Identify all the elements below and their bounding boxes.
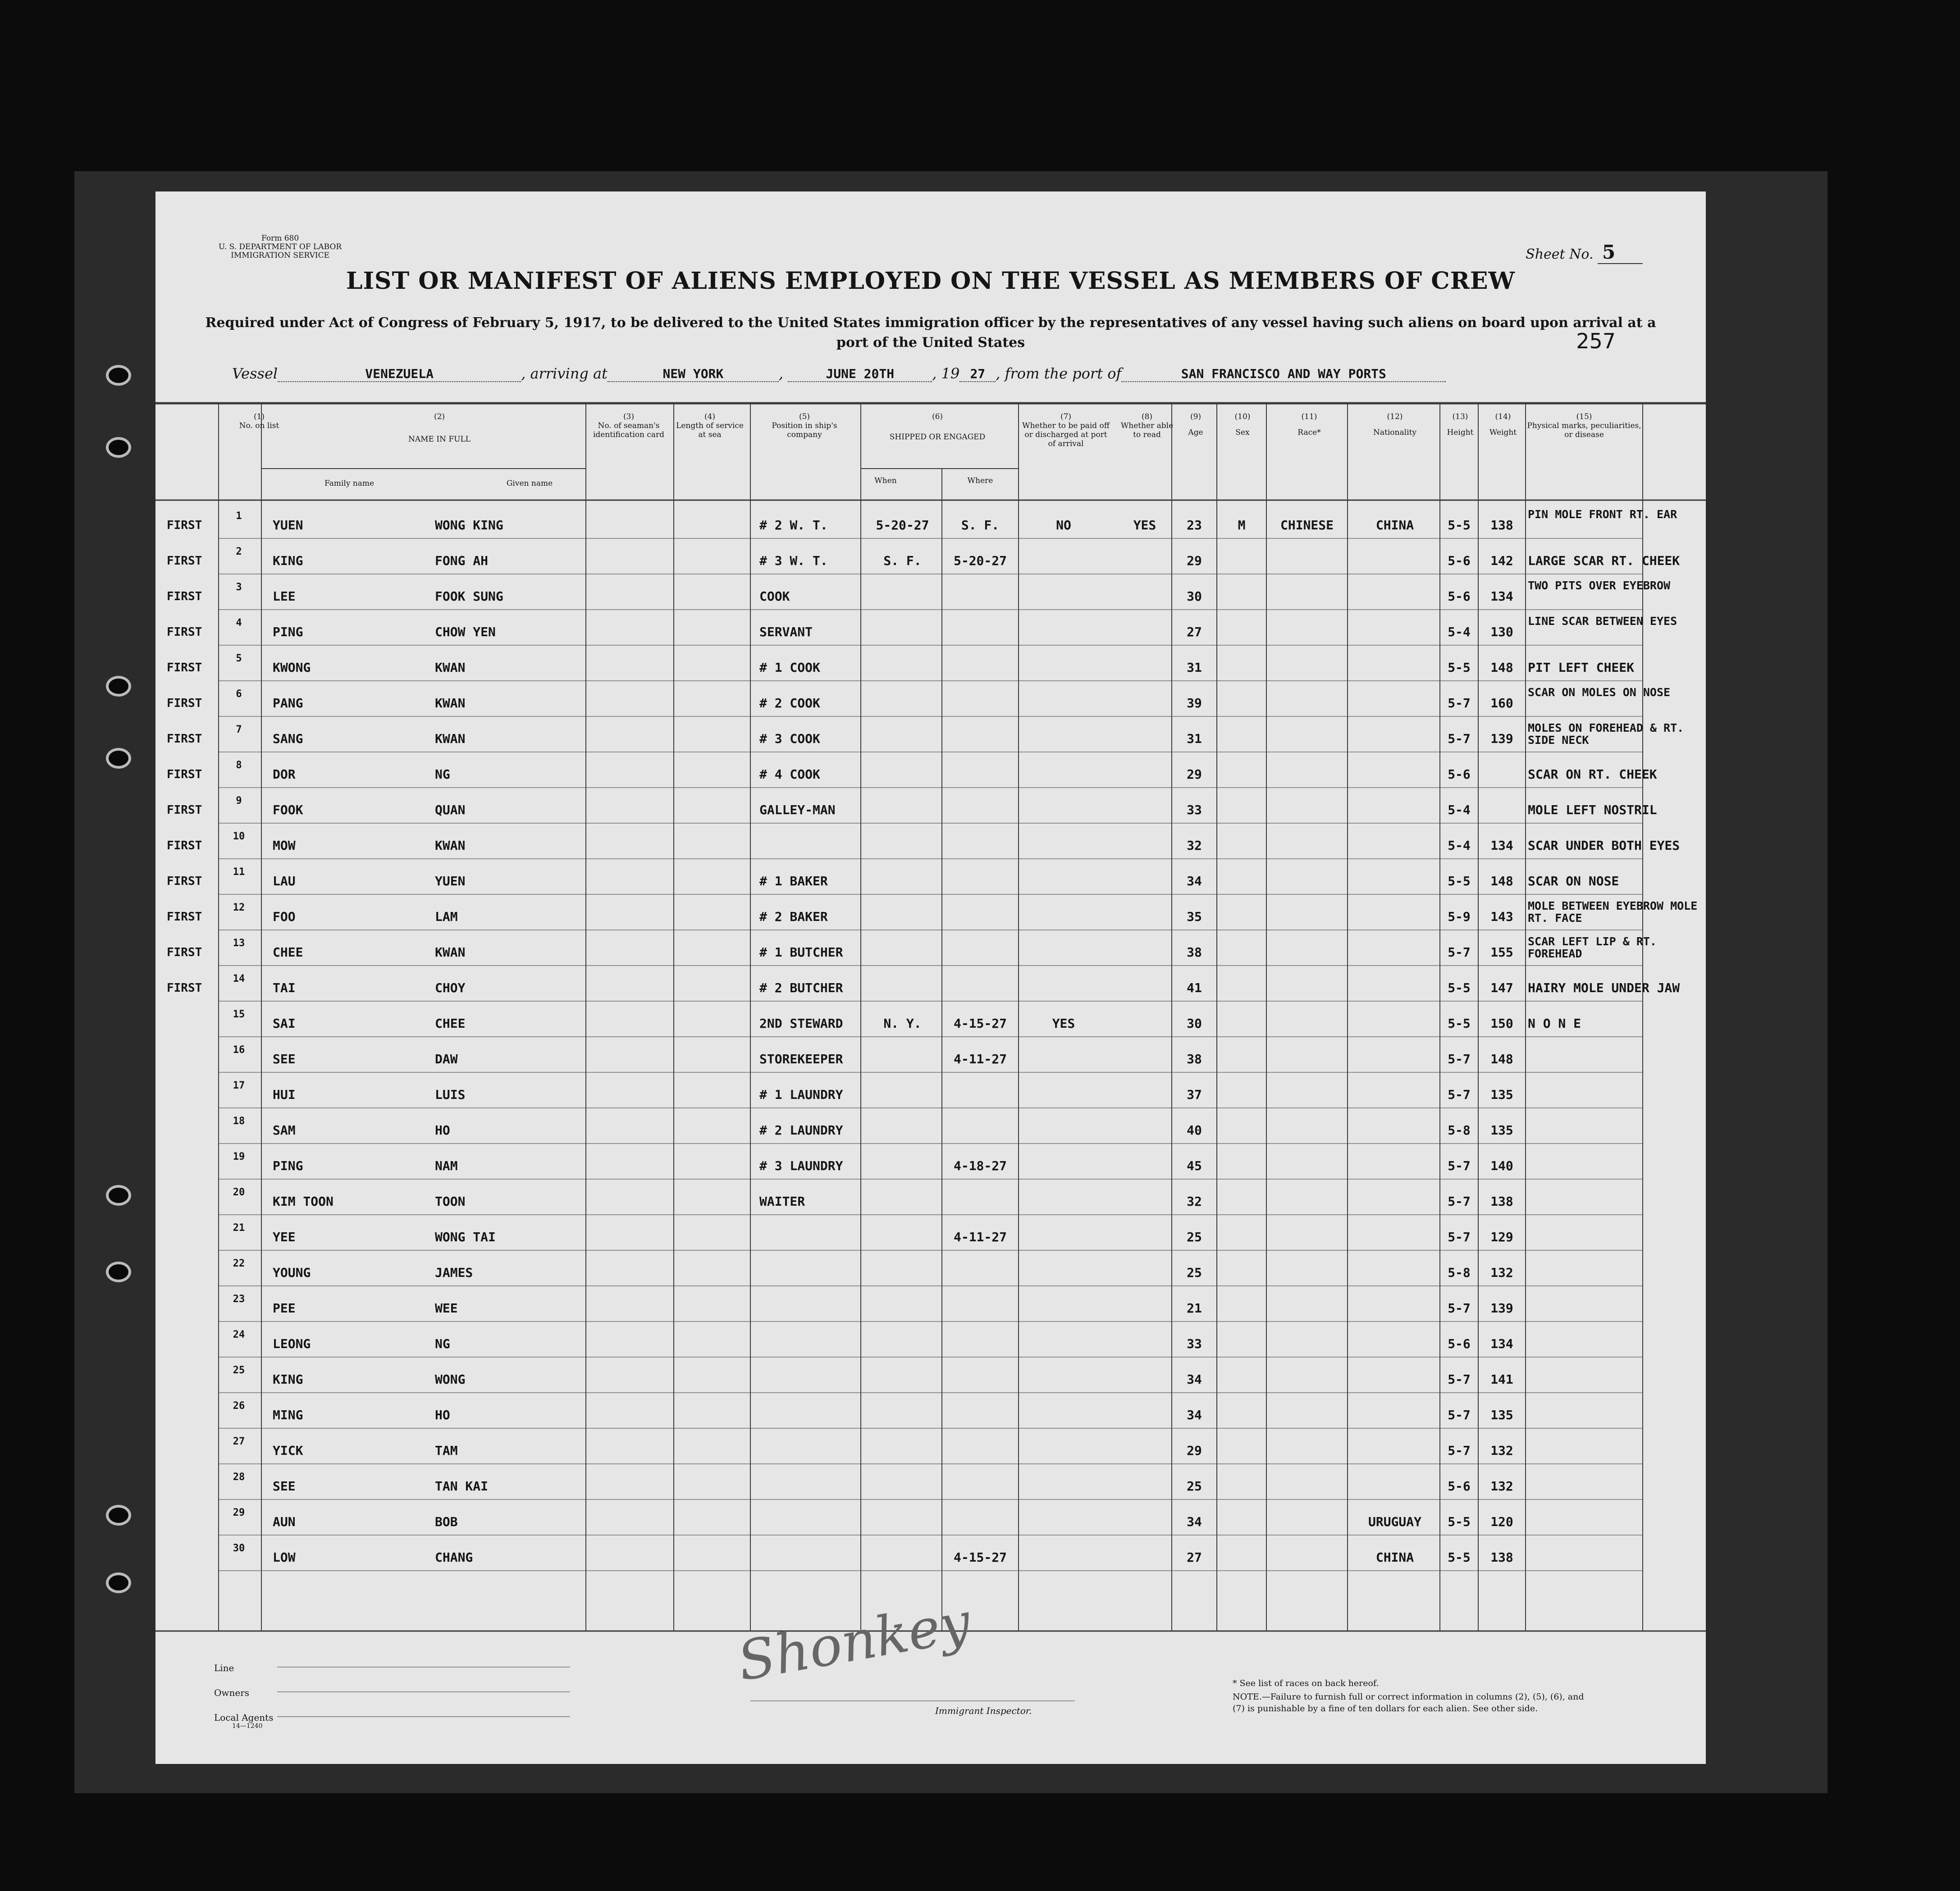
from-label: , from the port of: [996, 365, 1122, 382]
weight: 160: [1490, 696, 1513, 711]
arriving-label: , arriving at: [521, 365, 608, 382]
form-number: Form 680: [261, 234, 299, 243]
age: 25: [1187, 1265, 1202, 1280]
weight: 132: [1490, 1265, 1513, 1280]
age: 37: [1187, 1087, 1202, 1102]
family-name: SAI: [273, 1016, 296, 1031]
margin-note: FIRST: [167, 661, 202, 674]
weight: 142: [1490, 553, 1513, 568]
given-name: JAMES: [435, 1265, 473, 1280]
binder-hole: [106, 1505, 131, 1526]
arrival-date: JUNE 20TH: [788, 366, 932, 382]
col9-header: (9) Age: [1188, 412, 1203, 437]
col8-header: (8) Whether able to read: [1120, 412, 1174, 439]
age: 34: [1187, 1408, 1202, 1422]
age: 45: [1187, 1158, 1202, 1173]
family-name: PING: [273, 1158, 303, 1173]
col13-header: (13) Height: [1447, 412, 1474, 437]
vessel-name: VENEZUELA: [278, 366, 521, 382]
position: # 1 BAKER: [759, 874, 828, 889]
height: 5-7: [1448, 731, 1471, 746]
position: COOK: [759, 589, 790, 604]
position: 2ND STEWARD: [759, 1016, 843, 1031]
weight: 140: [1490, 1158, 1513, 1173]
family-name: KWONG: [273, 660, 311, 675]
weight: 147: [1490, 980, 1513, 995]
col12-header: (12) Nationality: [1373, 412, 1416, 437]
age: 32: [1187, 838, 1202, 853]
age: 29: [1187, 767, 1202, 782]
arrival-port: NEW YORK: [608, 366, 779, 382]
height: 5-7: [1448, 945, 1471, 960]
owners-label: Owners: [214, 1687, 250, 1698]
service-name: IMMIGRATION SERVICE: [231, 251, 330, 260]
height: 5-6: [1448, 1479, 1471, 1494]
position: # 2 BAKER: [759, 909, 828, 924]
family-name: DOR: [273, 767, 296, 782]
physical-marks: MOLE LEFT NOSTRIL: [1528, 802, 1657, 817]
voyage-line: Vessel VENEZUELA , arriving at NEW YORK , JUNE 20TH , 19 27 , from the port of SAN FRANCISCO AND WAY PORTS: [232, 365, 1692, 382]
row-number: 17: [233, 1080, 245, 1091]
age: 38: [1187, 1052, 1202, 1066]
margin-note: FIRST: [167, 803, 202, 817]
sheet-number-value: 5: [1598, 241, 1643, 264]
given-name: FOOK SUNG: [435, 589, 503, 604]
given-name: KWAN: [435, 838, 466, 853]
page-title: LIST OR MANIFEST OF ALIENS EMPLOYED ON THE VESSEL AS MEMBERS OF CREW: [346, 267, 1515, 295]
binder-hole: [106, 1572, 131, 1593]
position: SERVANT: [759, 624, 813, 639]
given-name: NG: [435, 1336, 450, 1351]
row-number: 11: [233, 866, 245, 878]
row-number: 24: [233, 1329, 245, 1340]
weight: 132: [1490, 1479, 1513, 1494]
height: 5-6: [1448, 1336, 1471, 1351]
family-name: KING: [273, 1372, 303, 1387]
row-number: 3: [236, 582, 242, 593]
age: 34: [1187, 1372, 1202, 1387]
physical-marks: SCAR ON RT. CHEEK: [1528, 767, 1657, 782]
margin-note: FIRST: [167, 875, 202, 888]
physical-marks: LINE SCAR BETWEEN EYES: [1528, 615, 1677, 628]
family-name: AUN: [273, 1514, 296, 1529]
family-name: LEE: [273, 589, 296, 604]
given-name: TAN KAI: [435, 1479, 489, 1494]
weight: 135: [1490, 1123, 1513, 1138]
family-name: MING: [273, 1408, 303, 1422]
height: 5-4: [1448, 802, 1471, 817]
given-name-header: Given name: [506, 479, 553, 488]
weight: 143: [1490, 909, 1513, 924]
col3-header: (3) No. of seaman's identification card: [593, 412, 665, 439]
binder-hole: [106, 437, 131, 458]
col4-header: (4) Length of service at sea: [676, 412, 744, 439]
weight: 129: [1490, 1230, 1513, 1244]
margin-note: FIRST: [167, 554, 202, 568]
given-name: BOB: [435, 1514, 458, 1529]
given-name: FONG AH: [435, 553, 489, 568]
weight: 139: [1490, 731, 1513, 746]
stamp-number: 257: [1576, 329, 1616, 353]
physical-marks: HAIRY MOLE UNDER JAW: [1528, 980, 1680, 995]
family-name: SEE: [273, 1479, 296, 1494]
family-name: MOW: [273, 838, 296, 853]
shipped-where: 4-11-27: [953, 1052, 1007, 1066]
row-number: 5: [236, 653, 242, 664]
height: 5-6: [1448, 767, 1471, 782]
physical-marks: PIN MOLE FRONT RT. EAR: [1528, 508, 1677, 521]
weight: 138: [1490, 1550, 1513, 1565]
physical-marks: N O N E: [1528, 1016, 1581, 1031]
position: # 2 LAUNDRY: [759, 1123, 843, 1138]
given-name: WONG TAI: [435, 1230, 496, 1244]
margin-note: FIRST: [167, 732, 202, 746]
row-number: 6: [236, 688, 242, 700]
age: 23: [1187, 518, 1202, 533]
row-number: 9: [236, 795, 242, 807]
height: 5-7: [1448, 696, 1471, 711]
family-name: KING: [273, 553, 303, 568]
age: 33: [1187, 802, 1202, 817]
margin-note: FIRST: [167, 519, 202, 532]
row-number: 19: [233, 1151, 245, 1162]
height: 5-5: [1448, 518, 1471, 533]
weight: 120: [1490, 1514, 1513, 1529]
physical-marks: SCAR LEFT LIP & RT. FOREHEAD: [1528, 935, 1657, 960]
margin-note: FIRST: [167, 981, 202, 995]
binder-hole: [106, 1262, 131, 1282]
height: 5-7: [1448, 1087, 1471, 1102]
position: # 2 W. T.: [759, 518, 828, 533]
col6-header: (6) SHIPPED OR ENGAGED: [889, 412, 986, 442]
position: # 2 BUTCHER: [759, 980, 843, 995]
given-name: LAM: [435, 909, 458, 924]
weight: 138: [1490, 1194, 1513, 1209]
departure-port: SAN FRANCISCO AND WAY PORTS: [1121, 366, 1446, 382]
vessel-label: Vessel: [232, 365, 278, 382]
row-number: 28: [233, 1472, 245, 1483]
height: 5-7: [1448, 1052, 1471, 1066]
sex: M: [1238, 518, 1246, 533]
height: 5-5: [1448, 874, 1471, 889]
weight: 139: [1490, 1301, 1513, 1316]
physical-marks: SCAR ON MOLES ON NOSE: [1528, 686, 1671, 699]
family-name: YOUNG: [273, 1265, 311, 1280]
age: 32: [1187, 1194, 1202, 1209]
age: 33: [1187, 1336, 1202, 1351]
family-name: SAM: [273, 1123, 296, 1138]
given-name: KWAN: [435, 945, 466, 960]
weight: 150: [1490, 1016, 1513, 1031]
family-name: PEE: [273, 1301, 296, 1316]
shipped-where: 4-11-27: [953, 1230, 1007, 1244]
family-name-header: Family name: [324, 479, 375, 488]
age: 38: [1187, 945, 1202, 960]
nationality: CHINA: [1375, 518, 1414, 533]
row-number: 14: [233, 973, 245, 984]
family-name: FOOK: [273, 802, 303, 817]
weight: 138: [1490, 518, 1513, 533]
weight: 130: [1490, 624, 1513, 639]
position: # 4 COOK: [759, 767, 820, 782]
shipped-where: S. F.: [961, 518, 1000, 533]
physical-marks: SCAR ON NOSE: [1528, 874, 1619, 889]
given-name: YUEN: [435, 874, 466, 889]
given-name: TOON: [435, 1194, 466, 1209]
given-name: NAM: [435, 1158, 458, 1173]
family-name: CHEE: [273, 945, 303, 960]
row-number: 2: [236, 546, 242, 557]
given-name: DAW: [435, 1052, 458, 1066]
height: 5-9: [1448, 909, 1471, 924]
nationality: URUGUAY: [1368, 1514, 1421, 1529]
col2-header: (2) NAME IN FULL: [408, 412, 471, 444]
binder-hole: [106, 1185, 131, 1206]
nationality: CHINA: [1375, 1550, 1414, 1565]
shipped-where: 4-18-27: [953, 1158, 1007, 1173]
shipped-where: 5-20-27: [953, 553, 1007, 568]
position: STOREKEEPER: [759, 1052, 843, 1066]
height: 5-5: [1448, 1016, 1471, 1031]
position: GALLEY-MAN: [759, 802, 836, 817]
sheet-label: Sheet No.: [1526, 246, 1594, 262]
given-name: WONG: [435, 1372, 466, 1387]
given-name: CHOY: [435, 980, 466, 995]
given-name: KWAN: [435, 696, 466, 711]
age: 25: [1187, 1230, 1202, 1244]
row-number: 8: [236, 760, 242, 771]
family-name: LOW: [273, 1550, 296, 1565]
age: 34: [1187, 874, 1202, 889]
row-number: 26: [233, 1400, 245, 1412]
row-number: 16: [233, 1044, 245, 1056]
when-header: When: [874, 476, 897, 485]
binder-hole: [106, 748, 131, 769]
weight: 134: [1490, 1336, 1513, 1351]
family-name: FOO: [273, 909, 296, 924]
form-code: 14—1240: [232, 1722, 263, 1730]
margin-note: FIRST: [167, 910, 202, 924]
family-name: SEE: [273, 1052, 296, 1066]
height: 5-5: [1448, 1550, 1471, 1565]
row-number: 27: [233, 1436, 245, 1447]
age: 39: [1187, 696, 1202, 711]
row-number: 21: [233, 1222, 245, 1234]
paid-off: NO: [1056, 518, 1071, 533]
row-number: 12: [233, 902, 245, 913]
given-name: NG: [435, 767, 450, 782]
position: # 2 COOK: [759, 696, 820, 711]
family-name: SANG: [273, 731, 303, 746]
department-name: U. S. DEPARTMENT OF LABOR: [219, 242, 342, 251]
row-number: 13: [233, 938, 245, 949]
shipped-when: N. Y.: [883, 1016, 922, 1031]
given-name: QUAN: [435, 802, 466, 817]
age: 31: [1187, 731, 1202, 746]
height: 5-5: [1448, 1514, 1471, 1529]
row-number: 15: [233, 1009, 245, 1020]
given-name: WONG KING: [435, 518, 503, 533]
margin-note: FIRST: [167, 768, 202, 781]
row-number: 23: [233, 1294, 245, 1305]
given-name: CHANG: [435, 1550, 473, 1565]
given-name: LUIS: [435, 1087, 466, 1102]
height: 5-7: [1448, 1443, 1471, 1458]
row-number: 7: [236, 724, 242, 735]
row-number: 10: [233, 831, 245, 842]
family-name: LEONG: [273, 1336, 311, 1351]
family-name: LAU: [273, 874, 296, 889]
year-prefix: 19: [941, 365, 960, 382]
weight: 148: [1490, 660, 1513, 675]
given-name: HO: [435, 1123, 450, 1138]
position: # 3 LAUNDRY: [759, 1158, 843, 1173]
height: 5-7: [1448, 1408, 1471, 1422]
family-name: KIM TOON: [273, 1194, 334, 1209]
given-name: KWAN: [435, 660, 466, 675]
physical-marks: SCAR UNDER BOTH EYES: [1528, 838, 1680, 853]
weight: 135: [1490, 1087, 1513, 1102]
given-name: WEE: [435, 1301, 458, 1316]
age: 31: [1187, 660, 1202, 675]
binder-hole: [106, 365, 131, 386]
line-label: Line: [214, 1663, 234, 1673]
family-name: YICK: [273, 1443, 303, 1458]
race: CHINESE: [1280, 518, 1334, 533]
height: 5-6: [1448, 553, 1471, 568]
shipped-where: 4-15-27: [953, 1550, 1007, 1565]
age: 30: [1187, 589, 1202, 604]
height: 5-6: [1448, 589, 1471, 604]
position: # 3 COOK: [759, 731, 820, 746]
weight: 134: [1490, 838, 1513, 853]
row-number: 4: [236, 617, 242, 629]
family-name: YEE: [273, 1230, 296, 1244]
physical-marks: TWO PITS OVER EYEBROW: [1528, 579, 1671, 592]
age: 29: [1187, 553, 1202, 568]
height: 5-7: [1448, 1372, 1471, 1387]
weight: 135: [1490, 1408, 1513, 1422]
shipped-when: 5-20-27: [876, 518, 929, 533]
height: 5-7: [1448, 1158, 1471, 1173]
inspector-label: Immigrant Inspector.: [935, 1705, 1032, 1716]
height: 5-8: [1448, 1265, 1471, 1280]
family-name: TAI: [273, 980, 296, 995]
row-number: 18: [233, 1116, 245, 1127]
physical-marks: MOLE BETWEEN EYEBROW MOLE RT. FACE: [1528, 899, 1698, 925]
margin-note: FIRST: [167, 946, 202, 959]
height: 5-4: [1448, 624, 1471, 639]
age: 35: [1187, 909, 1202, 924]
page-subtitle: Required under Act of Congress of February 5, 1917, to be delivered to the United States immigration officer by the representatives of any vessel having such aliens on board upon arrival at a port of the United States: [205, 315, 1656, 351]
col7-header: (7) Whether to be paid off or discharged at port of arrival: [1022, 412, 1110, 448]
race-note: * See list of races on back hereof.: [1233, 1678, 1379, 1688]
col1-header: (1) No. on list: [239, 412, 279, 430]
row-number: 25: [233, 1365, 245, 1376]
binder-hole: [106, 676, 131, 697]
age: 27: [1187, 624, 1202, 639]
age: 30: [1187, 1016, 1202, 1031]
age: 41: [1187, 980, 1202, 995]
height: 5-7: [1448, 1301, 1471, 1316]
margin-note: FIRST: [167, 590, 202, 603]
age: 29: [1187, 1443, 1202, 1458]
height: 5-8: [1448, 1123, 1471, 1138]
margin-note: FIRST: [167, 697, 202, 710]
given-name: CHOW YEN: [435, 624, 496, 639]
row-number: 1: [236, 510, 242, 522]
age: 27: [1187, 1550, 1202, 1565]
position: # 1 BUTCHER: [759, 945, 843, 960]
weight: 155: [1490, 945, 1513, 960]
col11-header: (11) Race*: [1298, 412, 1321, 437]
year-suffix: 27: [959, 366, 996, 382]
shipped-when: S. F.: [883, 553, 922, 568]
row-number: 20: [233, 1187, 245, 1198]
row-number: 30: [233, 1543, 245, 1554]
col14-header: (14) Weight: [1489, 412, 1517, 437]
col15-header: (15) Physical marks, peculiarities, or disease: [1527, 412, 1641, 439]
given-name: CHEE: [435, 1016, 466, 1031]
col5-header: (5) Position in ship's company: [772, 412, 837, 439]
family-name: HUI: [273, 1087, 296, 1102]
physical-marks: MOLES ON FOREHEAD & RT. SIDE NECK: [1528, 721, 1684, 747]
paid-off: YES: [1052, 1016, 1075, 1031]
where-header: Where: [967, 476, 993, 485]
position: # 1 COOK: [759, 660, 820, 675]
row-number: 29: [233, 1507, 245, 1518]
height: 5-4: [1448, 838, 1471, 853]
weight: 132: [1490, 1443, 1513, 1458]
margin-note: FIRST: [167, 625, 202, 639]
family-name: PING: [273, 624, 303, 639]
height: 5-5: [1448, 660, 1471, 675]
penalty-note: NOTE.—Failure to furnish full or correct information in columns (2), (5), (6), and (7) is punishable by a fine of ten dollars for each alien. See other side.: [1233, 1692, 1584, 1713]
col10-header: (10) Sex: [1234, 412, 1251, 437]
height: 5-7: [1448, 1230, 1471, 1244]
weight: 141: [1490, 1372, 1513, 1387]
height: 5-5: [1448, 980, 1471, 995]
given-name: TAM: [435, 1443, 458, 1458]
physical-marks: LARGE SCAR RT. CHEEK: [1528, 553, 1680, 568]
manifest-sheet: [155, 191, 1706, 1764]
weight: 148: [1490, 1052, 1513, 1066]
position: # 3 W. T.: [759, 553, 828, 568]
agents-label: Local Agents: [214, 1712, 274, 1723]
weight: 148: [1490, 874, 1513, 889]
age: 25: [1187, 1479, 1202, 1494]
age: 21: [1187, 1301, 1202, 1316]
able-to-read: YES: [1133, 518, 1156, 533]
position: WAITER: [759, 1194, 805, 1209]
row-number: 22: [233, 1258, 245, 1269]
age: 40: [1187, 1123, 1202, 1138]
position: # 1 LAUNDRY: [759, 1087, 843, 1102]
family-name: PANG: [273, 696, 303, 711]
shipped-where: 4-15-27: [953, 1016, 1007, 1031]
inspector-signature: Shonkey: [733, 1590, 975, 1694]
age: 34: [1187, 1514, 1202, 1529]
height: 5-7: [1448, 1194, 1471, 1209]
given-name: KWAN: [435, 731, 466, 746]
family-name: YUEN: [273, 518, 303, 533]
physical-marks: PIT LEFT CHEEK: [1528, 660, 1635, 675]
weight: 134: [1490, 589, 1513, 604]
margin-note: FIRST: [167, 839, 202, 852]
given-name: HO: [435, 1408, 450, 1422]
